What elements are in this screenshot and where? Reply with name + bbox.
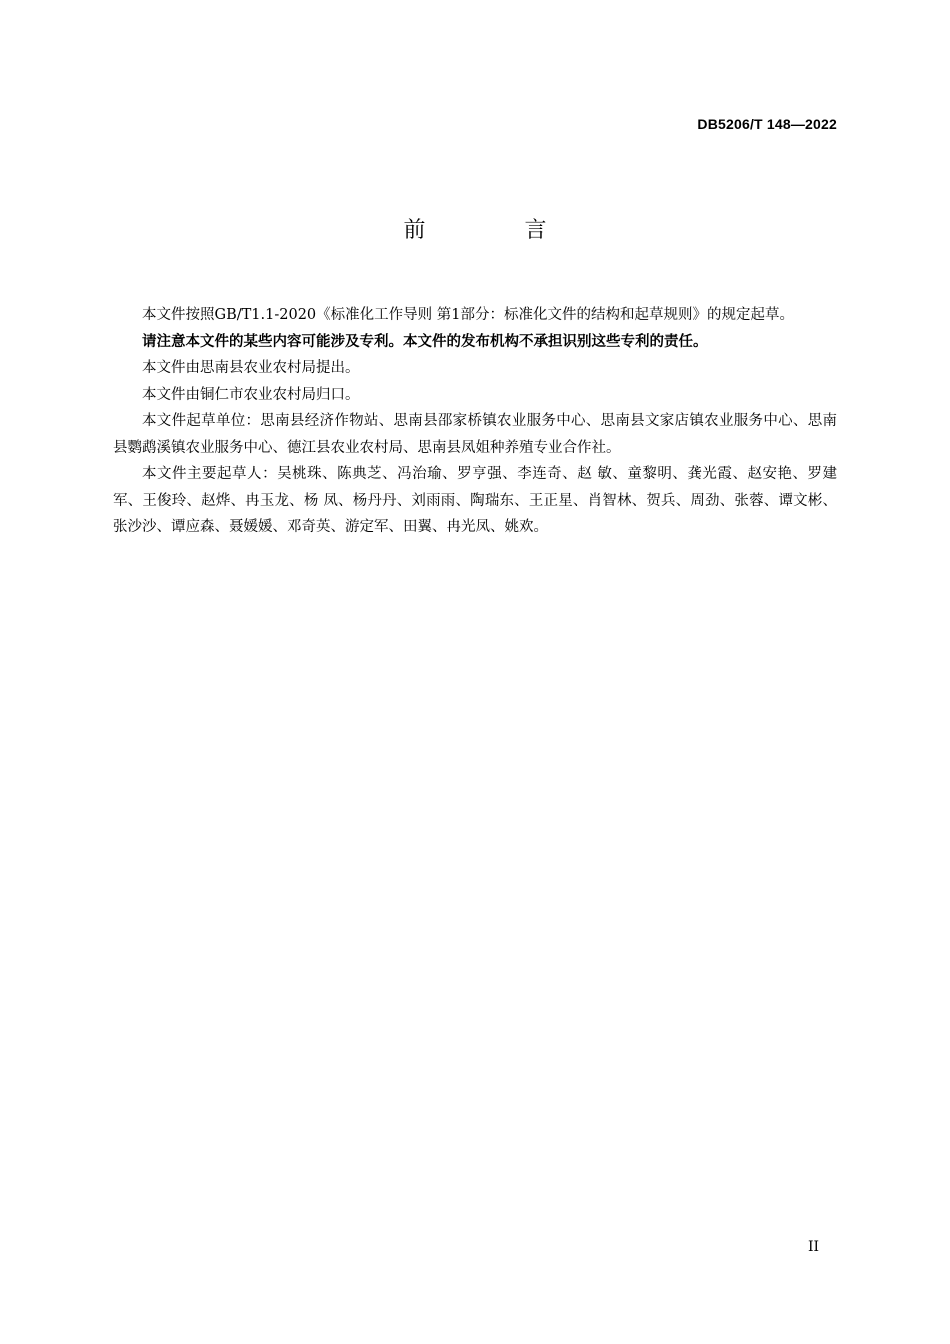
document-code: DB5206/T 148—2022 xyxy=(697,116,837,132)
paragraph-drafters: 本文件主要起草人：吴桃珠、陈典芝、冯治瑜、罗亨强、李连奇、赵 敏、童黎明、龚光霞、赵安艳、罗建军、王俊玲、赵烨、冉玉龙、杨 凤、杨丹丹、刘雨雨、陶瑞东、王正星、肖智林、贺兵、周劲、张蓉、谭文彬、张沙沙、谭应森、聂媛媛、邓奇英、游定军、田翼、冉光凤、姚欢。 xyxy=(113,466,837,535)
paragraph-drafting-units: 本文件起草单位：思南县经济作物站、思南县邵家桥镇农业服务中心、思南县文家店镇农业服务中心、思南县鹦鹉溪镇农业服务中心、德江县农业农村局、思南县凤姐种养殖专业合作社。 xyxy=(113,413,837,456)
paragraph-proposer: 本文件由思南县农业农村局提出。 xyxy=(142,360,360,376)
foreword-body xyxy=(113,302,837,541)
page-number: II xyxy=(807,1239,819,1255)
page-title: 前 言 xyxy=(403,218,593,243)
paragraph-drafting-basis: 本文件按照GB/T1.1-2020《标准化工作导则 第1部分：标准化文件的结构和起草规则》的规定起草。 xyxy=(142,307,794,323)
paragraph-patent-notice: 请注意本文件的某些内容可能涉及专利。本文件的发布机构不承担识别这些专利的责任。 xyxy=(142,333,708,350)
paragraph-centralized-unit: 本文件由铜仁市农业农村局归口。 xyxy=(142,386,360,403)
